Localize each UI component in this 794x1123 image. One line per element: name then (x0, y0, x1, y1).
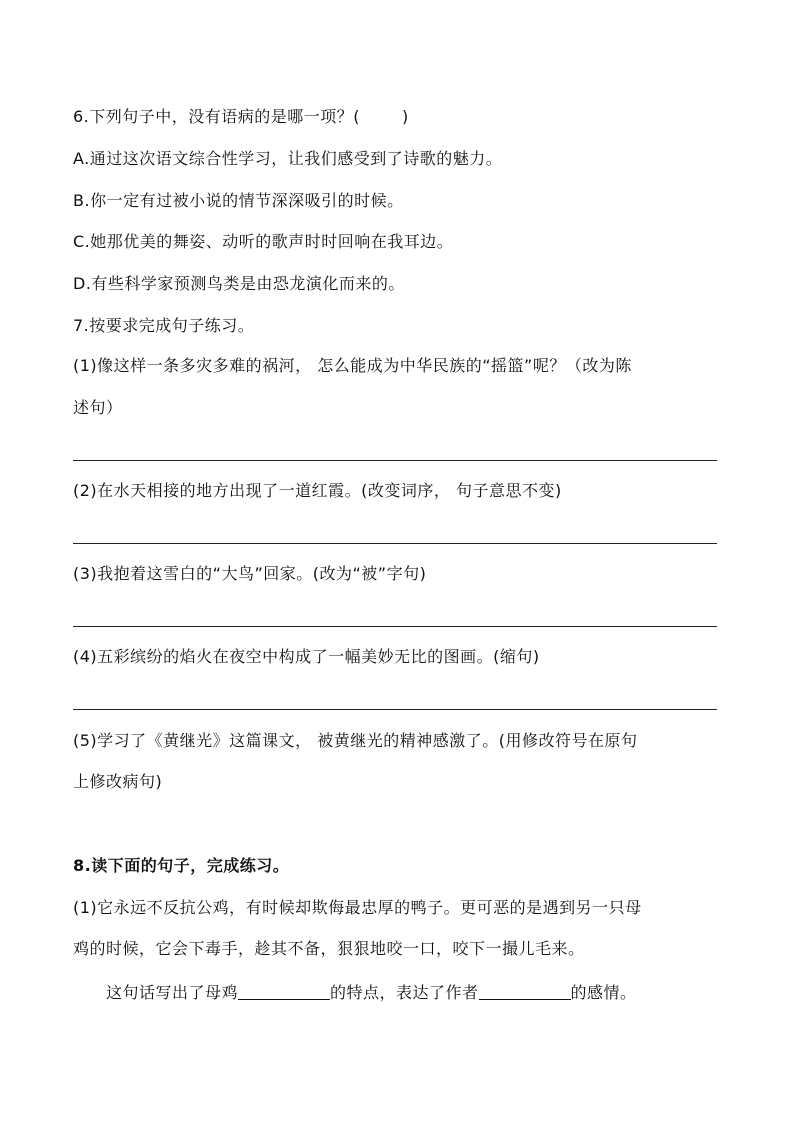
q7-item3-answer-line[interactable] (73, 626, 717, 627)
q7-item4: (4)五彩缤纷的焰火在夜空中构成了一幅美妙无比的图画。(缩句) (73, 647, 540, 666)
q7-item3: (3)我抱着这雪白的“大鸟”回家。(改为“被”字句) (73, 564, 427, 583)
q7-title: 7.按要求完成句子练习。 (73, 316, 255, 335)
q8-item1-line1: (1)它永远不反抗公鸡，有时候却欺侮最忠厚的鸭子。更可恶的是遇到另一只母 (73, 898, 642, 917)
q7-item1-line1: (1)像这样一条多灾多难的祸河， 怎么能成为中华民族的“摇篮”呢？（改为陈 (73, 356, 632, 375)
q6-option-c: C.她那优美的舞姿、动听的歌声时时回响在我耳边。 (73, 232, 454, 251)
q6-option-a: A.通过这次语文综合性学习，让我们感受到了诗歌的魅力。 (73, 149, 503, 168)
q8-fill-text-1: 这句话写出了母鸡 (106, 983, 239, 1002)
q6-option-d: D.有些科学家预测鸟类是由恐龙演化而来的。 (73, 274, 405, 293)
q8-blank-feeling[interactable] (479, 981, 571, 1000)
q7-item1-line2: 述句） (73, 398, 123, 417)
q8-fill-sentence (106, 981, 637, 1003)
q8-blank-trait[interactable] (238, 981, 330, 1000)
q7-item2-answer-line[interactable] (73, 543, 717, 544)
q8-title: 8.读下面的句子，完成练习。 (73, 856, 290, 875)
q6-stem (73, 107, 409, 127)
q7-item5-line1: (5)学习了《黄继光》这篇课文， 被黄继光的精神感激了。(用修改符号在原句 (73, 731, 638, 750)
q6-stem-text: 6.下列句子中，没有语病的是哪一项？( (73, 107, 361, 126)
q7-item1-answer-line[interactable] (73, 460, 717, 461)
q6-option-b: B.你一定有过被小说的情节深深吸引的时候。 (73, 191, 404, 210)
q7-item2: (2)在水天相接的地方出现了一道红霞。(改变词序， 句子意思不变) (73, 481, 562, 500)
q8-fill-text-2: 的特点，表达了作者 (330, 983, 479, 1002)
q6-stem-close: ) (402, 107, 409, 126)
q8-item1-line2: 鸡的时候，它会下毒手，趁其不备，狠狠地咬一口，咬下一撮儿毛来。 (73, 939, 585, 958)
q7-item5-line2: 上修改病句) (73, 772, 163, 791)
q7-item4-answer-line[interactable] (73, 709, 717, 710)
q8-fill-text-3: 的感情。 (570, 983, 637, 1002)
